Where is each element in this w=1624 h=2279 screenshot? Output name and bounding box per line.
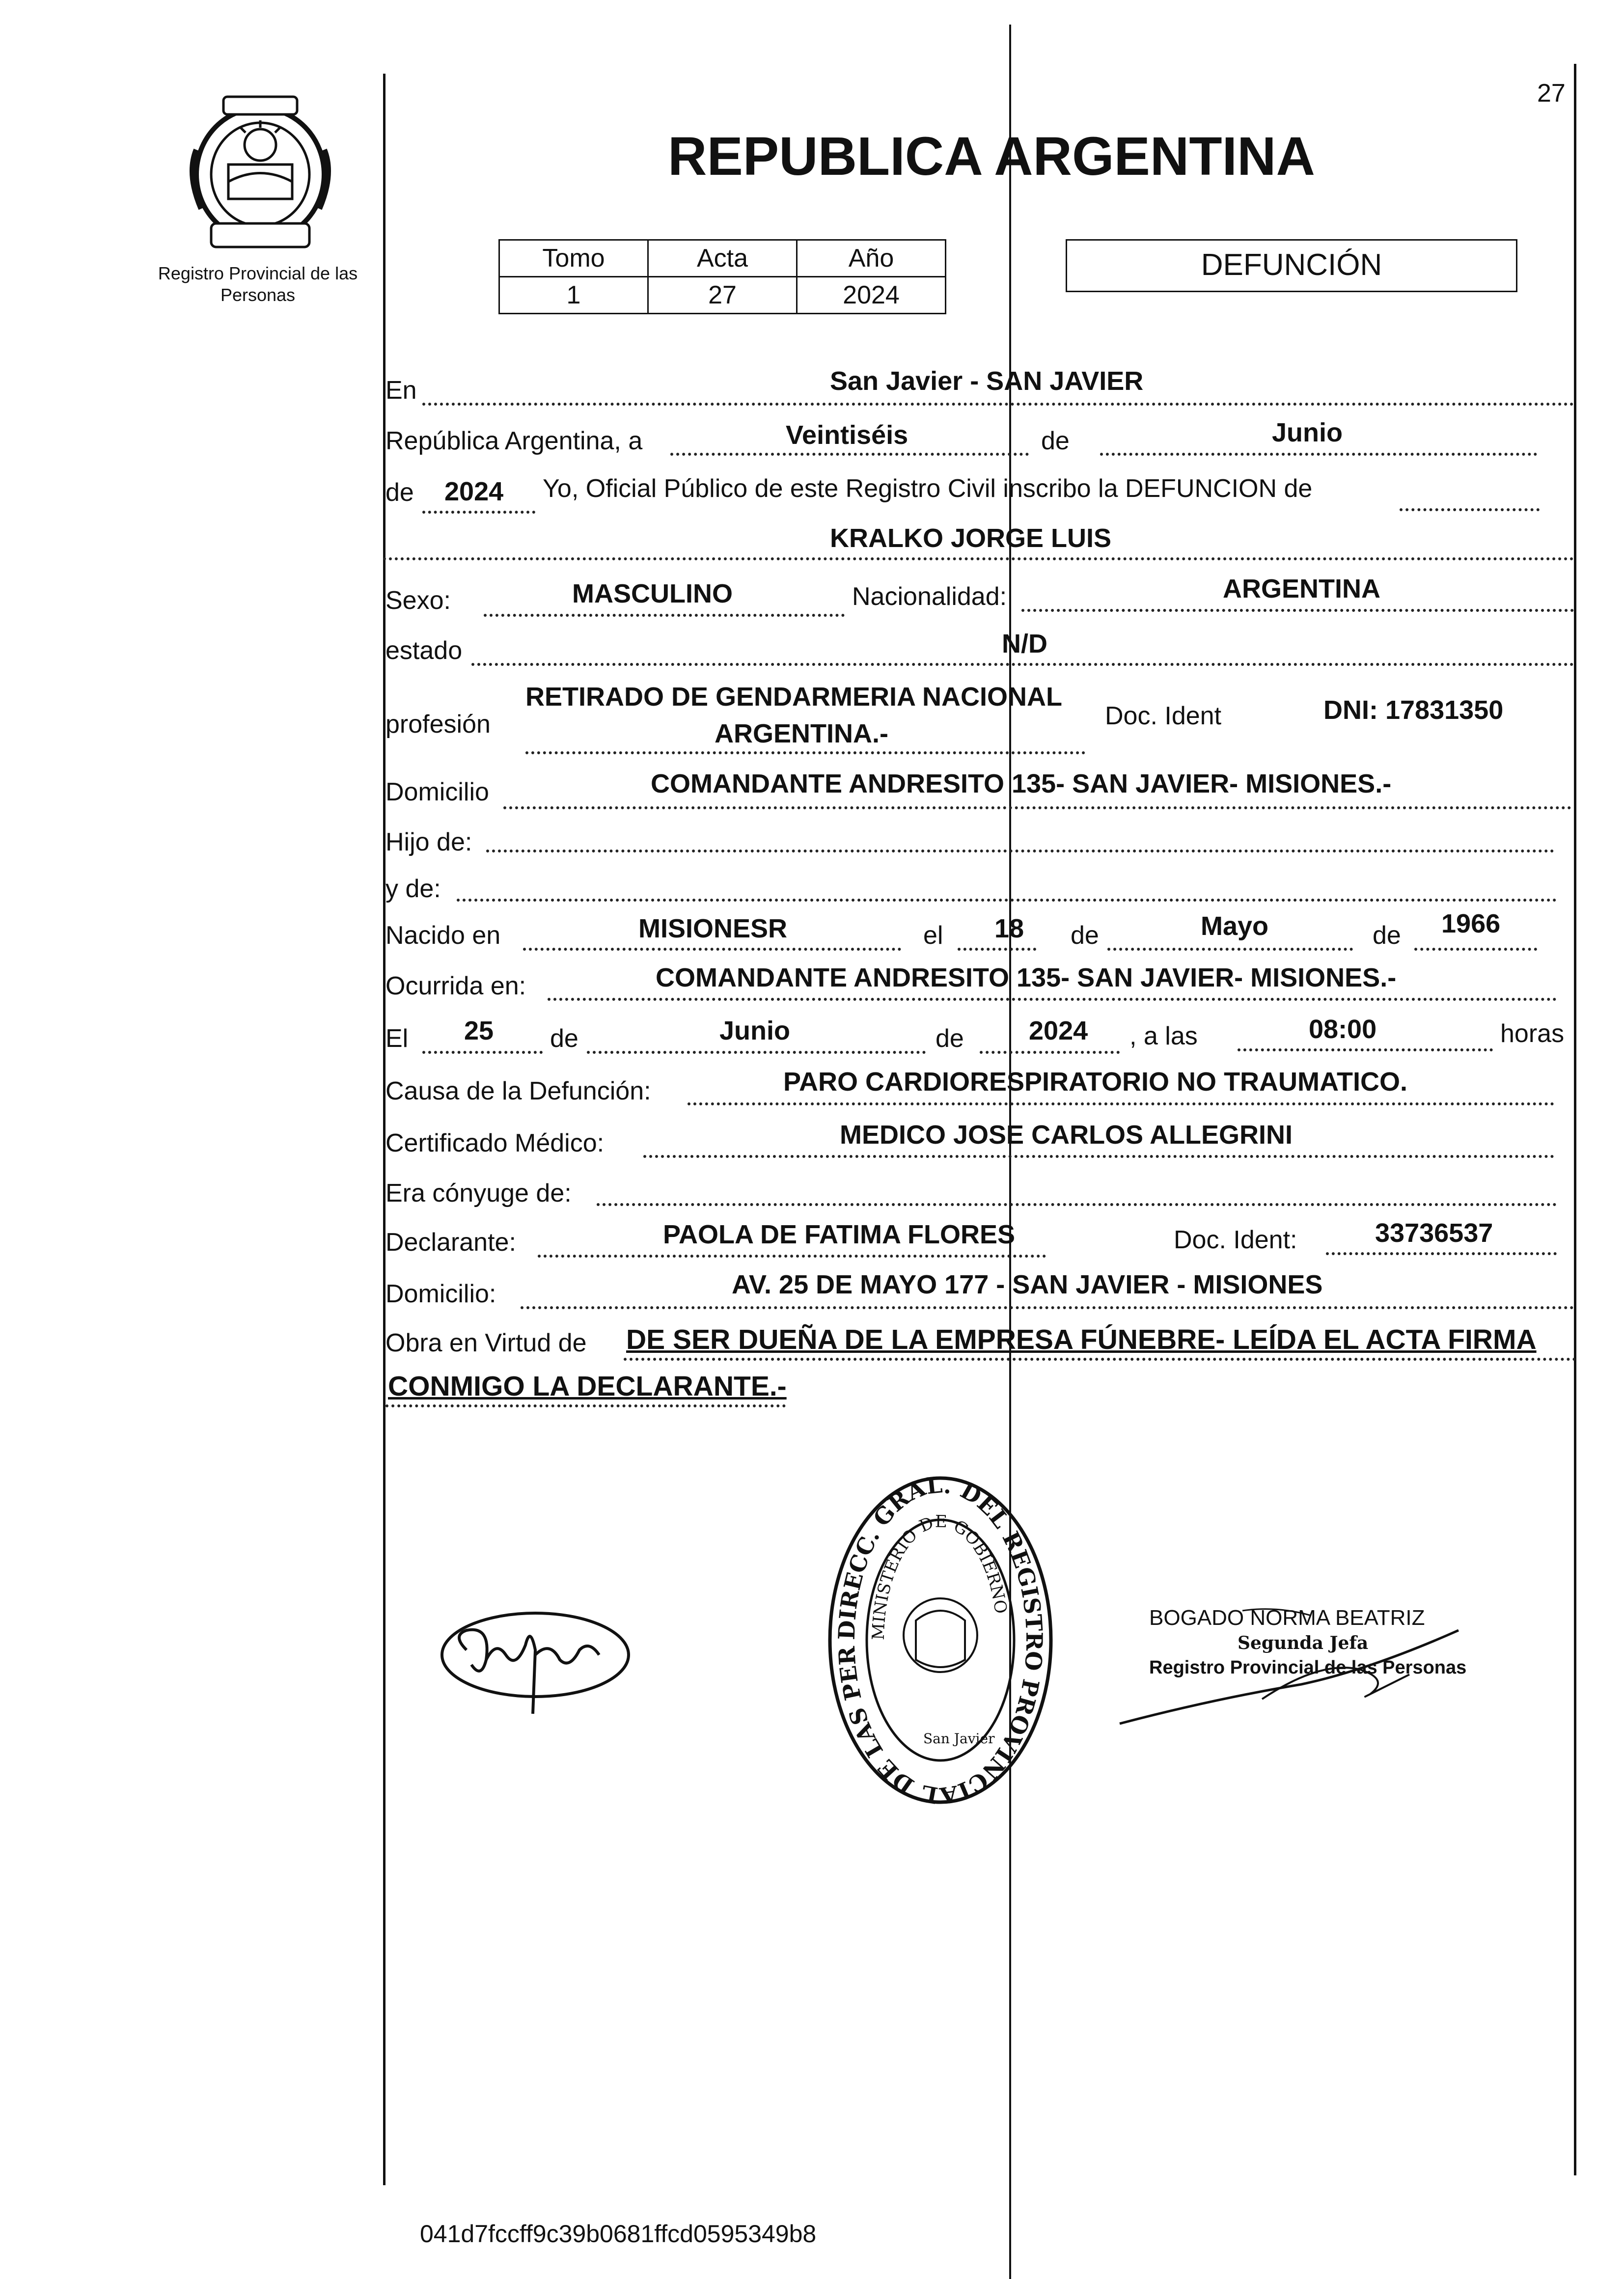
death-month: Junio: [719, 1016, 790, 1045]
act-type: DEFUNCIÓN: [1201, 248, 1382, 282]
estado-label: estado: [385, 636, 463, 665]
month-value: Junio: [1272, 418, 1343, 447]
declarant-signature: [432, 1596, 638, 1724]
causa-label: Causa de la Defunción:: [385, 1077, 651, 1105]
hijo-line: [486, 850, 1554, 852]
obra-dots-2: [385, 1404, 786, 1407]
svg-text:MINISTERIO DE GOBIERNO: [869, 1512, 1011, 1641]
page-border-right: [1574, 64, 1576, 2175]
doc2-line: [1326, 1252, 1557, 1255]
causa-line: [688, 1102, 1554, 1105]
sexo-label: Sexo:: [385, 586, 451, 615]
page-title: REPUBLICA ARGENTINA: [668, 126, 1315, 187]
death-day: 25: [464, 1016, 494, 1045]
birth-month: Mayo: [1201, 911, 1269, 941]
en-line: [422, 403, 1574, 406]
yde-line: [457, 899, 1557, 902]
day-words: Veintiséis: [786, 420, 908, 450]
profesion-label: profesión: [385, 710, 491, 739]
death-month-line: [587, 1051, 926, 1054]
doc2-value: 33736537: [1375, 1218, 1493, 1248]
profesion-line1: RETIRADO DE GENDARMERIA NACIONAL: [525, 682, 1062, 712]
de-label-5: de: [550, 1024, 578, 1053]
record-table: [498, 239, 946, 314]
table-header-acta: Acta: [648, 240, 797, 277]
birth-year-line: [1414, 948, 1537, 951]
domicilio2-line: [521, 1306, 1574, 1309]
profesion-line: [525, 751, 1085, 754]
el-label-1: el: [923, 921, 943, 950]
sexo-value: MASCULINO: [572, 579, 733, 608]
de-label-6: de: [936, 1024, 964, 1053]
el-label-2: El: [385, 1024, 409, 1053]
horas-label: horas: [1500, 1019, 1565, 1048]
en-value: San Javier - SAN JAVIER: [830, 366, 1144, 396]
stamp-inner-text: MINISTERIO DE GOBIERNO: [868, 1511, 1011, 1641]
doc-ident-value: DNI: 17831350: [1323, 695, 1504, 725]
yde-label: y de:: [385, 875, 441, 903]
death-day-line: [422, 1051, 543, 1054]
death-time: 08:00: [1309, 1015, 1377, 1044]
birth-month-line: [1107, 948, 1353, 951]
oficial-text: Yo, Oficial Público de este Registro Civil inscribo la DEFUNCION de: [543, 474, 1313, 503]
day-line: [670, 453, 1029, 456]
nacionalidad-label: Nacionalidad:: [852, 582, 1007, 611]
death-time-line: [1238, 1048, 1493, 1051]
nacido-value: MISIONESR: [638, 914, 788, 943]
causa-value: PARO CARDIORESPIRATORIO NO TRAUMATICO.: [783, 1067, 1408, 1097]
nacido-label: Nacido en: [385, 921, 501, 950]
stamp-outer-text: DIRECC. GRAL. DEL REGISTRO PROVINCIAL DE LAS PER: [833, 1473, 1048, 1807]
table-cell-acta: 27: [648, 277, 797, 314]
en-label: En: [385, 376, 417, 405]
declarante-label: Declarante:: [385, 1228, 516, 1257]
footer-hash: 041d7fccff9c39b0681ffcd0595349b8: [420, 2220, 817, 2248]
certificado-line: [643, 1155, 1554, 1158]
nacido-line: [523, 948, 901, 951]
ocurrida-label: Ocurrida en:: [385, 972, 526, 1000]
official-stamp: [825, 1473, 1056, 1807]
republica-label: República Argentina, a: [385, 427, 643, 455]
domicilio-line: [503, 806, 1571, 809]
stamp-bottom-text: San Javier: [923, 1730, 995, 1747]
official-title: Segunda Jefa: [1238, 1633, 1369, 1653]
official-signature: [1115, 1601, 1488, 1738]
nacionalidad-value: ARGENTINA: [1223, 574, 1380, 604]
act-type-box: [1066, 239, 1517, 292]
declarante-value: PAOLA DE FATIMA FLORES: [663, 1220, 1015, 1249]
conyuge-label: Era cónyuge de:: [385, 1179, 572, 1208]
domicilio-label: Domicilio: [385, 778, 489, 806]
alas-label: , a las: [1129, 1022, 1198, 1050]
hijo-label: Hijo de:: [385, 828, 472, 856]
birth-year: 1966: [1441, 909, 1501, 938]
doc-ident-label: Doc. Ident: [1105, 702, 1222, 730]
table-cell-ano: 2024: [797, 277, 946, 314]
obra-dots-1: [624, 1358, 1576, 1361]
misiones-coat-of-arms-logo: [182, 91, 339, 253]
domicilio-value: COMANDANTE ANDRESITO 135- SAN JAVIER- MISIONES.-: [651, 769, 1392, 798]
death-year: 2024: [1029, 1016, 1088, 1045]
conyuge-line: [597, 1203, 1557, 1206]
domicilio2-value: AV. 25 DE MAYO 177 - SAN JAVIER - MISIONES: [732, 1270, 1323, 1299]
de-label-1: de: [1041, 427, 1070, 455]
de-label-4: de: [1373, 921, 1401, 950]
table-header-ano: Año: [797, 240, 946, 277]
certificado-value: MEDICO JOSE CARLOS ALLEGRINI: [840, 1120, 1293, 1150]
doc2-label: Doc. Ident:: [1174, 1226, 1297, 1254]
official-name: BOGADO NORMA BEATRIZ: [1149, 1606, 1425, 1630]
obra-line1: DE SER DUEÑA DE LA EMPRESA FÚNEBRE- LEÍDA EL ACTA FIRMA: [626, 1324, 1537, 1355]
oficial-line: [1400, 508, 1540, 511]
table-cell-tomo: 1: [499, 277, 648, 314]
table-header-tomo: Tomo: [499, 240, 648, 277]
de-label-3: de: [1071, 921, 1099, 950]
name-line: [383, 557, 1574, 560]
nacionalidad-line: [1021, 609, 1574, 612]
obra-line2: CONMIGO LA DECLARANTE.-: [388, 1371, 787, 1402]
ocurrida-value: COMANDANTE ANDRESITO 135- SAN JAVIER- MISIONES.-: [656, 963, 1397, 992]
page-number: 27: [1537, 79, 1566, 108]
ocurrida-line: [548, 998, 1557, 1001]
obra-label: Obra en Virtud de: [385, 1329, 587, 1357]
estado-line: [471, 663, 1574, 666]
official-office: Registro Provincial de las Personas: [1149, 1657, 1467, 1678]
year-value: 2024: [444, 477, 504, 506]
deceased-name: KRALKO JORGE LUIS: [830, 523, 1112, 553]
registry-name: Registro Provincial de las Personas: [158, 263, 358, 305]
month-line: [1100, 453, 1537, 456]
birth-day: 18: [994, 914, 1024, 943]
year-line: [422, 511, 535, 514]
scan-line-center: [1009, 25, 1011, 2279]
birth-day-line: [958, 948, 1036, 951]
estado-value: N/D: [1002, 629, 1047, 659]
domicilio2-label: Domicilio:: [385, 1280, 496, 1308]
certificado-label: Certificado Médico:: [385, 1129, 605, 1157]
death-year-line: [980, 1051, 1120, 1054]
declarante-line: [538, 1255, 1046, 1258]
de-label-2: de: [385, 478, 414, 507]
sexo-line: [484, 614, 845, 617]
profesion-line2: ARGENTINA.-: [715, 719, 888, 748]
